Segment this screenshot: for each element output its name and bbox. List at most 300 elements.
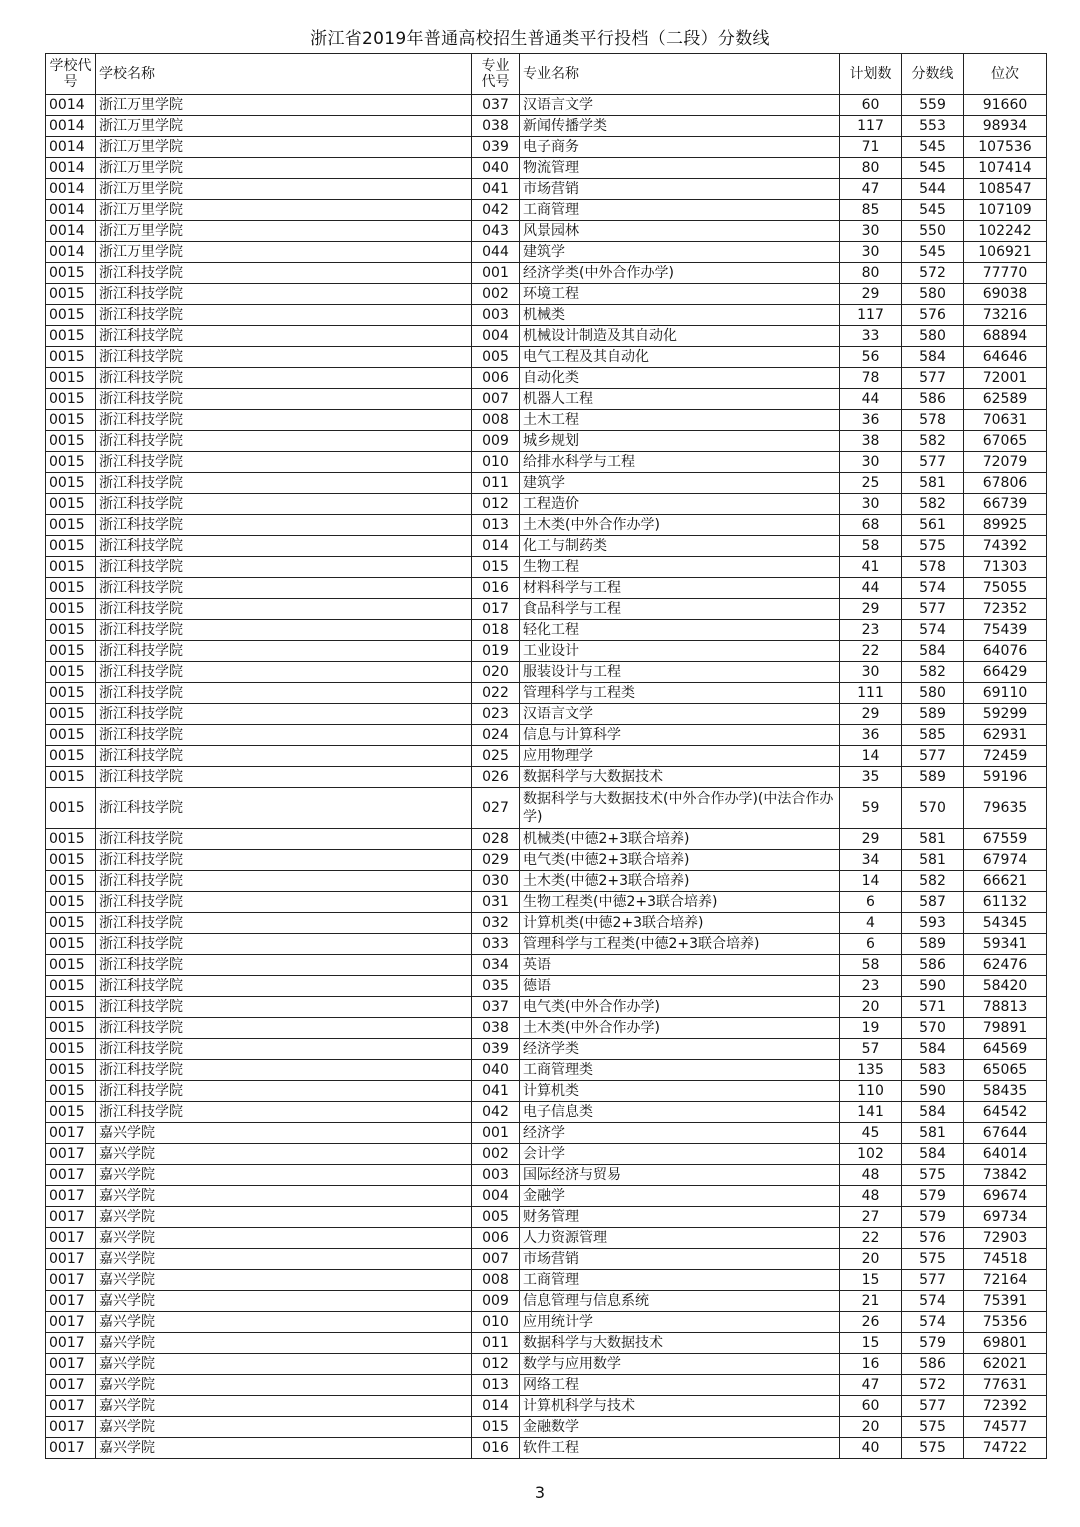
cell-major-code: 015 [472,557,520,578]
cell-major-code: 001 [472,263,520,284]
cell-plan: 21 [840,1291,902,1312]
cell-school-name: 浙江科技学院 [96,704,472,725]
cell-major-code: 011 [472,473,520,494]
table-row [46,850,1047,871]
cell-school-code: 0015 [46,725,96,746]
cell-score: 585 [902,725,964,746]
cell-school-name: 浙江科技学院 [96,452,472,473]
cell-major-name: 新闻传播学类 [520,116,840,137]
cell-major-name: 电气类(中德2+3联合培养) [520,850,840,871]
cell-school-code: 0017 [46,1186,96,1207]
table-row [46,976,1047,997]
cell-plan: 20 [840,997,902,1018]
cell-major-code: 024 [472,725,520,746]
cell-school-name: 浙江科技学院 [96,871,472,892]
cell-score: 545 [902,242,964,263]
cell-school-code: 0015 [46,850,96,871]
cell-major-name: 机械设计制造及其自动化 [520,326,840,347]
cell-school-code: 0015 [46,368,96,389]
cell-rank: 72001 [964,368,1047,389]
cell-major-code: 013 [472,1375,520,1396]
cell-school-name: 嘉兴学院 [96,1333,472,1354]
cell-major-code: 014 [472,1396,520,1417]
cell-major-name: 计算机类(中德2+3联合培养) [520,913,840,934]
cell-score: 584 [902,1144,964,1165]
cell-school-code: 0015 [46,452,96,473]
cell-score: 575 [902,1249,964,1270]
cell-school-code: 0015 [46,347,96,368]
cell-school-name: 浙江科技学院 [96,1081,472,1102]
cell-school-name: 浙江科技学院 [96,976,472,997]
cell-major-code: 002 [472,1144,520,1165]
header-major-name: 专业名称 [520,54,840,95]
cell-school-code: 0015 [46,473,96,494]
cell-plan: 19 [840,1018,902,1039]
cell-major-name: 土木类(中外合作办学) [520,1018,840,1039]
cell-major-code: 014 [472,536,520,557]
cell-plan: 56 [840,347,902,368]
cell-school-name: 嘉兴学院 [96,1417,472,1438]
cell-school-code: 0017 [46,1417,96,1438]
cell-score: 582 [902,662,964,683]
cell-school-code: 0015 [46,557,96,578]
cell-school-name: 浙江科技学院 [96,955,472,976]
cell-major-name: 工程造价 [520,494,840,515]
cell-major-code: 016 [472,578,520,599]
cell-major-name: 德语 [520,976,840,997]
cell-major-name: 信息管理与信息系统 [520,1291,840,1312]
cell-rank: 102242 [964,221,1047,242]
cell-plan: 30 [840,494,902,515]
cell-school-code: 0015 [46,913,96,934]
cell-plan: 20 [840,1417,902,1438]
cell-major-code: 031 [472,892,520,913]
cell-school-name: 浙江科技学院 [96,1018,472,1039]
cell-school-code: 0015 [46,599,96,620]
cell-major-code: 041 [472,179,520,200]
cell-major-name: 汉语言文学 [520,704,840,725]
cell-school-code: 0017 [46,1270,96,1291]
cell-school-name: 浙江科技学院 [96,284,472,305]
table-row [46,1417,1047,1438]
cell-score: 571 [902,997,964,1018]
cell-plan: 23 [840,976,902,997]
cell-rank: 72164 [964,1270,1047,1291]
cell-school-code: 0015 [46,934,96,955]
cell-score: 572 [902,263,964,284]
cell-score: 574 [902,1291,964,1312]
table-row [46,767,1047,788]
cell-school-name: 浙江万里学院 [96,137,472,158]
cell-rank: 69801 [964,1333,1047,1354]
cell-major-name: 机械类 [520,305,840,326]
cell-major-name: 电子商务 [520,137,840,158]
table-row [46,829,1047,850]
cell-rank: 74577 [964,1417,1047,1438]
cell-score: 574 [902,620,964,641]
cell-plan: 58 [840,955,902,976]
cell-school-code: 0015 [46,767,96,788]
cell-score: 587 [902,892,964,913]
cell-plan: 60 [840,1396,902,1417]
table-row [46,1333,1047,1354]
cell-score: 582 [902,871,964,892]
cell-plan: 111 [840,683,902,704]
cell-rank: 74392 [964,536,1047,557]
cell-plan: 27 [840,1207,902,1228]
cell-school-name: 浙江万里学院 [96,179,472,200]
cell-rank: 73216 [964,305,1047,326]
cell-school-code: 0015 [46,892,96,913]
cell-plan: 57 [840,1039,902,1060]
cell-school-name: 嘉兴学院 [96,1354,472,1375]
cell-plan: 44 [840,578,902,599]
cell-score: 584 [902,1039,964,1060]
cell-score: 576 [902,305,964,326]
cell-school-code: 0015 [46,494,96,515]
cell-score: 582 [902,494,964,515]
cell-plan: 30 [840,242,902,263]
cell-major-code: 042 [472,200,520,221]
table-row [46,263,1047,284]
cell-major-code: 042 [472,1102,520,1123]
cell-plan: 29 [840,829,902,850]
cell-rank: 69734 [964,1207,1047,1228]
cell-school-name: 嘉兴学院 [96,1228,472,1249]
cell-rank: 59196 [964,767,1047,788]
cell-school-name: 浙江科技学院 [96,913,472,934]
header-major-code: 专业代号 [472,54,520,95]
cell-score: 581 [902,850,964,871]
cell-rank: 74722 [964,1438,1047,1459]
cell-major-name: 会计学 [520,1144,840,1165]
cell-score: 572 [902,1375,964,1396]
cell-school-name: 浙江科技学院 [96,410,472,431]
cell-major-code: 040 [472,1060,520,1081]
cell-score: 584 [902,1102,964,1123]
cell-school-code: 0014 [46,242,96,263]
cell-major-name: 风景园林 [520,221,840,242]
cell-rank: 59299 [964,704,1047,725]
cell-major-name: 轻化工程 [520,620,840,641]
cell-plan: 14 [840,871,902,892]
cell-major-code: 035 [472,976,520,997]
cell-major-name: 生物工程类(中德2+3联合培养) [520,892,840,913]
cell-major-name: 机器人工程 [520,389,840,410]
table-row [46,1375,1047,1396]
cell-school-code: 0015 [46,515,96,536]
cell-plan: 6 [840,892,902,913]
cell-major-name: 数据科学与大数据技术 [520,1333,840,1354]
cell-rank: 64014 [964,1144,1047,1165]
table-row [46,662,1047,683]
cell-rank: 59341 [964,934,1047,955]
table-row [46,389,1047,410]
cell-score: 586 [902,955,964,976]
cell-major-code: 009 [472,1291,520,1312]
cell-score: 593 [902,913,964,934]
cell-school-code: 0015 [46,326,96,347]
table-row [46,116,1047,137]
cell-school-name: 浙江万里学院 [96,116,472,137]
cell-major-name: 管理科学与工程类 [520,683,840,704]
cell-rank: 72352 [964,599,1047,620]
cell-major-code: 044 [472,242,520,263]
cell-major-name: 电子信息类 [520,1102,840,1123]
cell-major-name: 建筑学 [520,242,840,263]
cell-school-name: 嘉兴学院 [96,1312,472,1333]
cell-major-code: 041 [472,1081,520,1102]
cell-rank: 107109 [964,200,1047,221]
cell-major-code: 023 [472,704,520,725]
cell-plan: 29 [840,704,902,725]
cell-school-code: 0015 [46,976,96,997]
cell-rank: 91660 [964,95,1047,116]
table-row [46,431,1047,452]
cell-school-code: 0017 [46,1438,96,1459]
table-row [46,913,1047,934]
cell-major-name: 给排水科学与工程 [520,452,840,473]
table-row [46,515,1047,536]
cell-score: 577 [902,599,964,620]
cell-rank: 69038 [964,284,1047,305]
cell-rank: 74518 [964,1249,1047,1270]
cell-school-code: 0015 [46,1039,96,1060]
cell-plan: 6 [840,934,902,955]
cell-school-code: 0015 [46,536,96,557]
cell-major-name: 城乡规划 [520,431,840,452]
cell-score: 576 [902,1228,964,1249]
cell-school-name: 浙江万里学院 [96,221,472,242]
table-row [46,746,1047,767]
cell-plan: 4 [840,913,902,934]
table-row [46,1102,1047,1123]
cell-rank: 64569 [964,1039,1047,1060]
cell-plan: 23 [840,620,902,641]
cell-school-name: 浙江科技学院 [96,850,472,871]
cell-rank: 75055 [964,578,1047,599]
cell-school-code: 0017 [46,1354,96,1375]
cell-school-code: 0014 [46,137,96,158]
cell-major-name: 生物工程 [520,557,840,578]
cell-major-code: 003 [472,305,520,326]
cell-school-code: 0015 [46,871,96,892]
cell-school-code: 0015 [46,284,96,305]
table-row [46,557,1047,578]
table-row [46,368,1047,389]
cell-score: 590 [902,976,964,997]
cell-score: 578 [902,557,964,578]
cell-school-code: 0017 [46,1312,96,1333]
cell-score: 589 [902,767,964,788]
cell-rank: 71303 [964,557,1047,578]
cell-school-code: 0015 [46,788,96,829]
cell-major-code: 005 [472,347,520,368]
cell-plan: 85 [840,200,902,221]
cell-score: 577 [902,1270,964,1291]
cell-plan: 30 [840,452,902,473]
cell-rank: 58420 [964,976,1047,997]
cell-plan: 44 [840,389,902,410]
cell-major-code: 007 [472,389,520,410]
cell-score: 578 [902,410,964,431]
cell-school-name: 浙江科技学院 [96,997,472,1018]
cell-school-code: 0017 [46,1207,96,1228]
cell-school-name: 浙江科技学院 [96,746,472,767]
cell-school-code: 0017 [46,1228,96,1249]
cell-school-code: 0017 [46,1144,96,1165]
table-row [46,683,1047,704]
cell-rank: 62931 [964,725,1047,746]
cell-plan: 34 [840,850,902,871]
table-row [46,1312,1047,1333]
cell-score: 586 [902,389,964,410]
cell-school-name: 浙江科技学院 [96,1102,472,1123]
cell-major-name: 材料科学与工程 [520,578,840,599]
cell-major-code: 012 [472,494,520,515]
cell-plan: 78 [840,368,902,389]
cell-school-name: 浙江科技学院 [96,641,472,662]
cell-score: 584 [902,347,964,368]
cell-major-name: 软件工程 [520,1438,840,1459]
cell-rank: 98934 [964,116,1047,137]
cell-school-code: 0015 [46,1060,96,1081]
cell-plan: 59 [840,788,902,829]
table-row [46,1165,1047,1186]
cell-major-code: 008 [472,410,520,431]
cell-school-name: 浙江万里学院 [96,95,472,116]
table-body [46,95,1047,1459]
cell-major-code: 001 [472,1123,520,1144]
cell-school-name: 浙江科技学院 [96,305,472,326]
cell-school-name: 浙江科技学院 [96,934,472,955]
cell-score: 589 [902,704,964,725]
cell-major-code: 006 [472,368,520,389]
cell-school-name: 浙江科技学院 [96,767,472,788]
cell-major-name: 食品科学与工程 [520,599,840,620]
cell-rank: 106921 [964,242,1047,263]
table-row [46,955,1047,976]
header-plan: 计划数 [840,54,902,95]
cell-plan: 40 [840,1438,902,1459]
cell-major-name: 网络工程 [520,1375,840,1396]
cell-major-name: 汉语言文学 [520,95,840,116]
cell-school-code: 0014 [46,200,96,221]
cell-major-code: 011 [472,1333,520,1354]
cell-rank: 64076 [964,641,1047,662]
table-row [46,871,1047,892]
cell-major-name: 经济学类(中外合作办学) [520,263,840,284]
cell-school-code: 0017 [46,1333,96,1354]
cell-major-code: 032 [472,913,520,934]
cell-major-code: 013 [472,515,520,536]
cell-school-code: 0015 [46,389,96,410]
cell-school-code: 0015 [46,1018,96,1039]
cell-score: 575 [902,1165,964,1186]
cell-major-code: 010 [472,452,520,473]
cell-rank: 62476 [964,955,1047,976]
cell-plan: 80 [840,158,902,179]
table-row [46,536,1047,557]
cell-school-name: 浙江科技学院 [96,557,472,578]
cell-major-code: 009 [472,431,520,452]
table-row [46,1438,1047,1459]
cell-plan: 141 [840,1102,902,1123]
cell-school-name: 嘉兴学院 [96,1249,472,1270]
cell-major-name: 环境工程 [520,284,840,305]
cell-major-name: 土木类(中外合作办学) [520,515,840,536]
cell-school-code: 0017 [46,1249,96,1270]
cell-rank: 69110 [964,683,1047,704]
cell-rank: 77770 [964,263,1047,284]
cell-score: 583 [902,1060,964,1081]
cell-school-code: 0015 [46,662,96,683]
cell-plan: 110 [840,1081,902,1102]
cell-rank: 67806 [964,473,1047,494]
cell-school-code: 0015 [46,305,96,326]
cell-rank: 54345 [964,913,1047,934]
cell-plan: 16 [840,1354,902,1375]
cell-school-name: 嘉兴学院 [96,1375,472,1396]
cell-school-code: 0017 [46,1165,96,1186]
cell-score: 579 [902,1333,964,1354]
cell-school-code: 0015 [46,829,96,850]
cell-plan: 102 [840,1144,902,1165]
cell-score: 577 [902,368,964,389]
cell-major-name: 土木工程 [520,410,840,431]
score-table [45,53,1047,1459]
cell-major-name: 电气类(中外合作办学) [520,997,840,1018]
cell-plan: 47 [840,179,902,200]
cell-plan: 117 [840,116,902,137]
table-header-row [46,54,1047,95]
cell-major-code: 016 [472,1438,520,1459]
cell-plan: 30 [840,221,902,242]
cell-rank: 89925 [964,515,1047,536]
cell-school-code: 0015 [46,431,96,452]
cell-major-code: 027 [472,788,520,829]
cell-score: 570 [902,1018,964,1039]
cell-school-code: 0015 [46,1081,96,1102]
cell-major-name: 工业设计 [520,641,840,662]
table-row [46,410,1047,431]
cell-school-code: 0014 [46,95,96,116]
cell-school-name: 浙江万里学院 [96,158,472,179]
cell-score: 581 [902,473,964,494]
cell-rank: 72459 [964,746,1047,767]
cell-school-code: 0015 [46,683,96,704]
table-row [46,1228,1047,1249]
cell-major-name: 工商管理 [520,1270,840,1291]
cell-major-code: 029 [472,850,520,871]
cell-major-code: 007 [472,1249,520,1270]
cell-school-name: 浙江科技学院 [96,515,472,536]
cell-major-name: 人力资源管理 [520,1228,840,1249]
cell-major-code: 020 [472,662,520,683]
cell-major-name: 建筑学 [520,473,840,494]
cell-school-code: 0017 [46,1123,96,1144]
cell-school-name: 嘉兴学院 [96,1123,472,1144]
cell-score: 544 [902,179,964,200]
table-row [46,1018,1047,1039]
cell-school-name: 嘉兴学院 [96,1165,472,1186]
cell-major-code: 002 [472,284,520,305]
cell-major-name: 市场营销 [520,179,840,200]
cell-rank: 108547 [964,179,1047,200]
cell-rank: 67559 [964,829,1047,850]
cell-school-code: 0017 [46,1291,96,1312]
cell-major-code: 038 [472,116,520,137]
